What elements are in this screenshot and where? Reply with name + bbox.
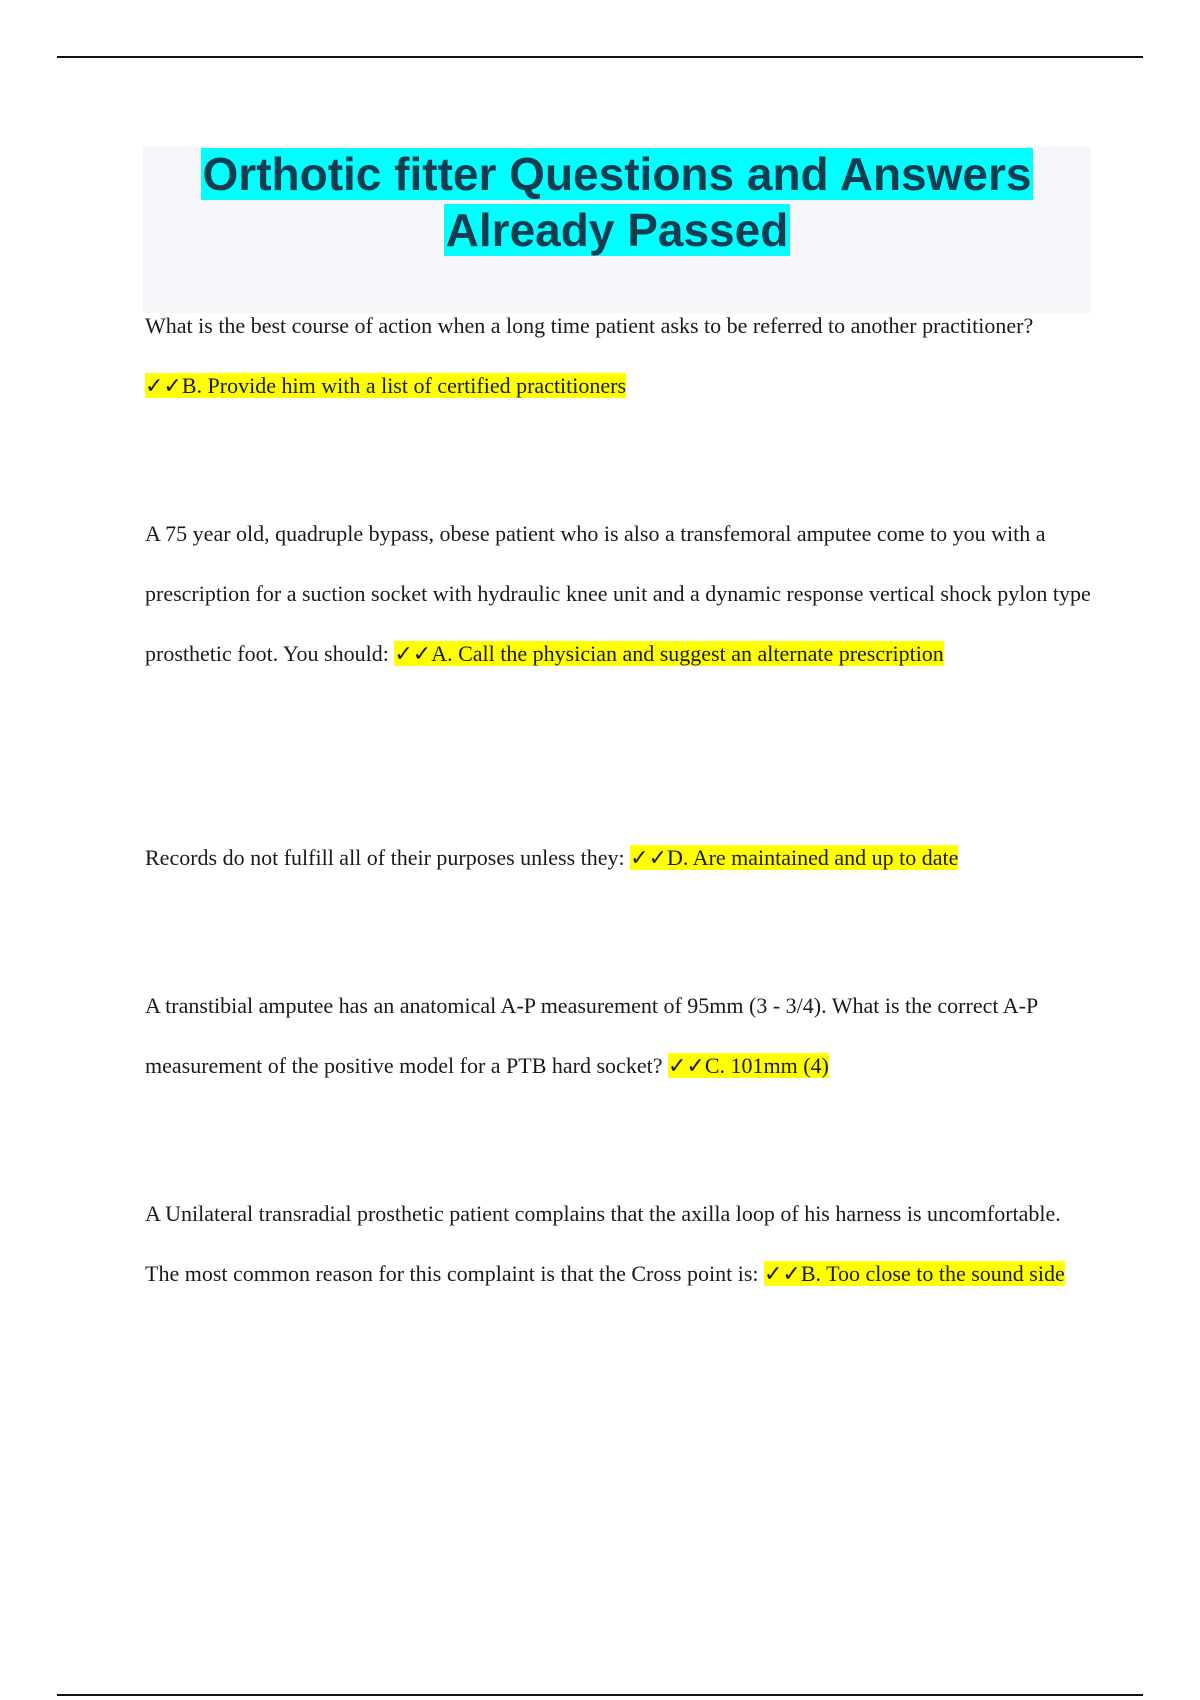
answer-text: ✓✓A. Call the physician and suggest an alternate prescription [394,641,944,666]
title-line-2: Already Passed [445,204,789,256]
answer-text: ✓✓D. Are maintained and up to date [630,845,959,870]
qa-item-3 [145,828,1095,888]
document-title [143,146,1091,258]
question-text: Records do not fulfill all of their purposes unless they: [145,845,631,870]
qa-item-1 [145,296,1095,416]
question-text: A Unilateral transradial prosthetic patient complains that the axilla loop of his harness is uncomfortable. The most common reason for this complaint is that the Cross point is: [145,1201,1061,1286]
question-text: A transtibial amputee has an anatomical A-P measurement of 95mm (3 - 3/4). What is the correct A-P measurement of the positive model for a PTB hard socket? [145,993,1038,1078]
qa-item-2 [145,504,1095,684]
qa-item-5 [145,1184,1095,1304]
question-text: A 75 year old, quadruple bypass, obese patient who is also a transfemoral amputee come to you with a prescription for a suction socket with hydraulic knee unit and a dynamic response vertical shock pylon type prosthetic foot. You should: [145,521,1091,666]
bottom-rule [57,1694,1143,1696]
answer-text: ✓✓B. Provide him with a list of certified practitioners [145,373,627,398]
top-rule [57,56,1143,58]
answer-text: ✓✓B. Too close to the sound side [764,1261,1065,1286]
title-panel [143,146,1091,313]
question-text: What is the best course of action when a long time patient asks to be referred to another practitioner? [145,313,1034,338]
title-line-1: Orthotic fitter Questions and Answers [202,148,1032,200]
qa-item-4 [145,976,1095,1096]
answer-text: ✓✓C. 101mm (4) [667,1053,829,1078]
